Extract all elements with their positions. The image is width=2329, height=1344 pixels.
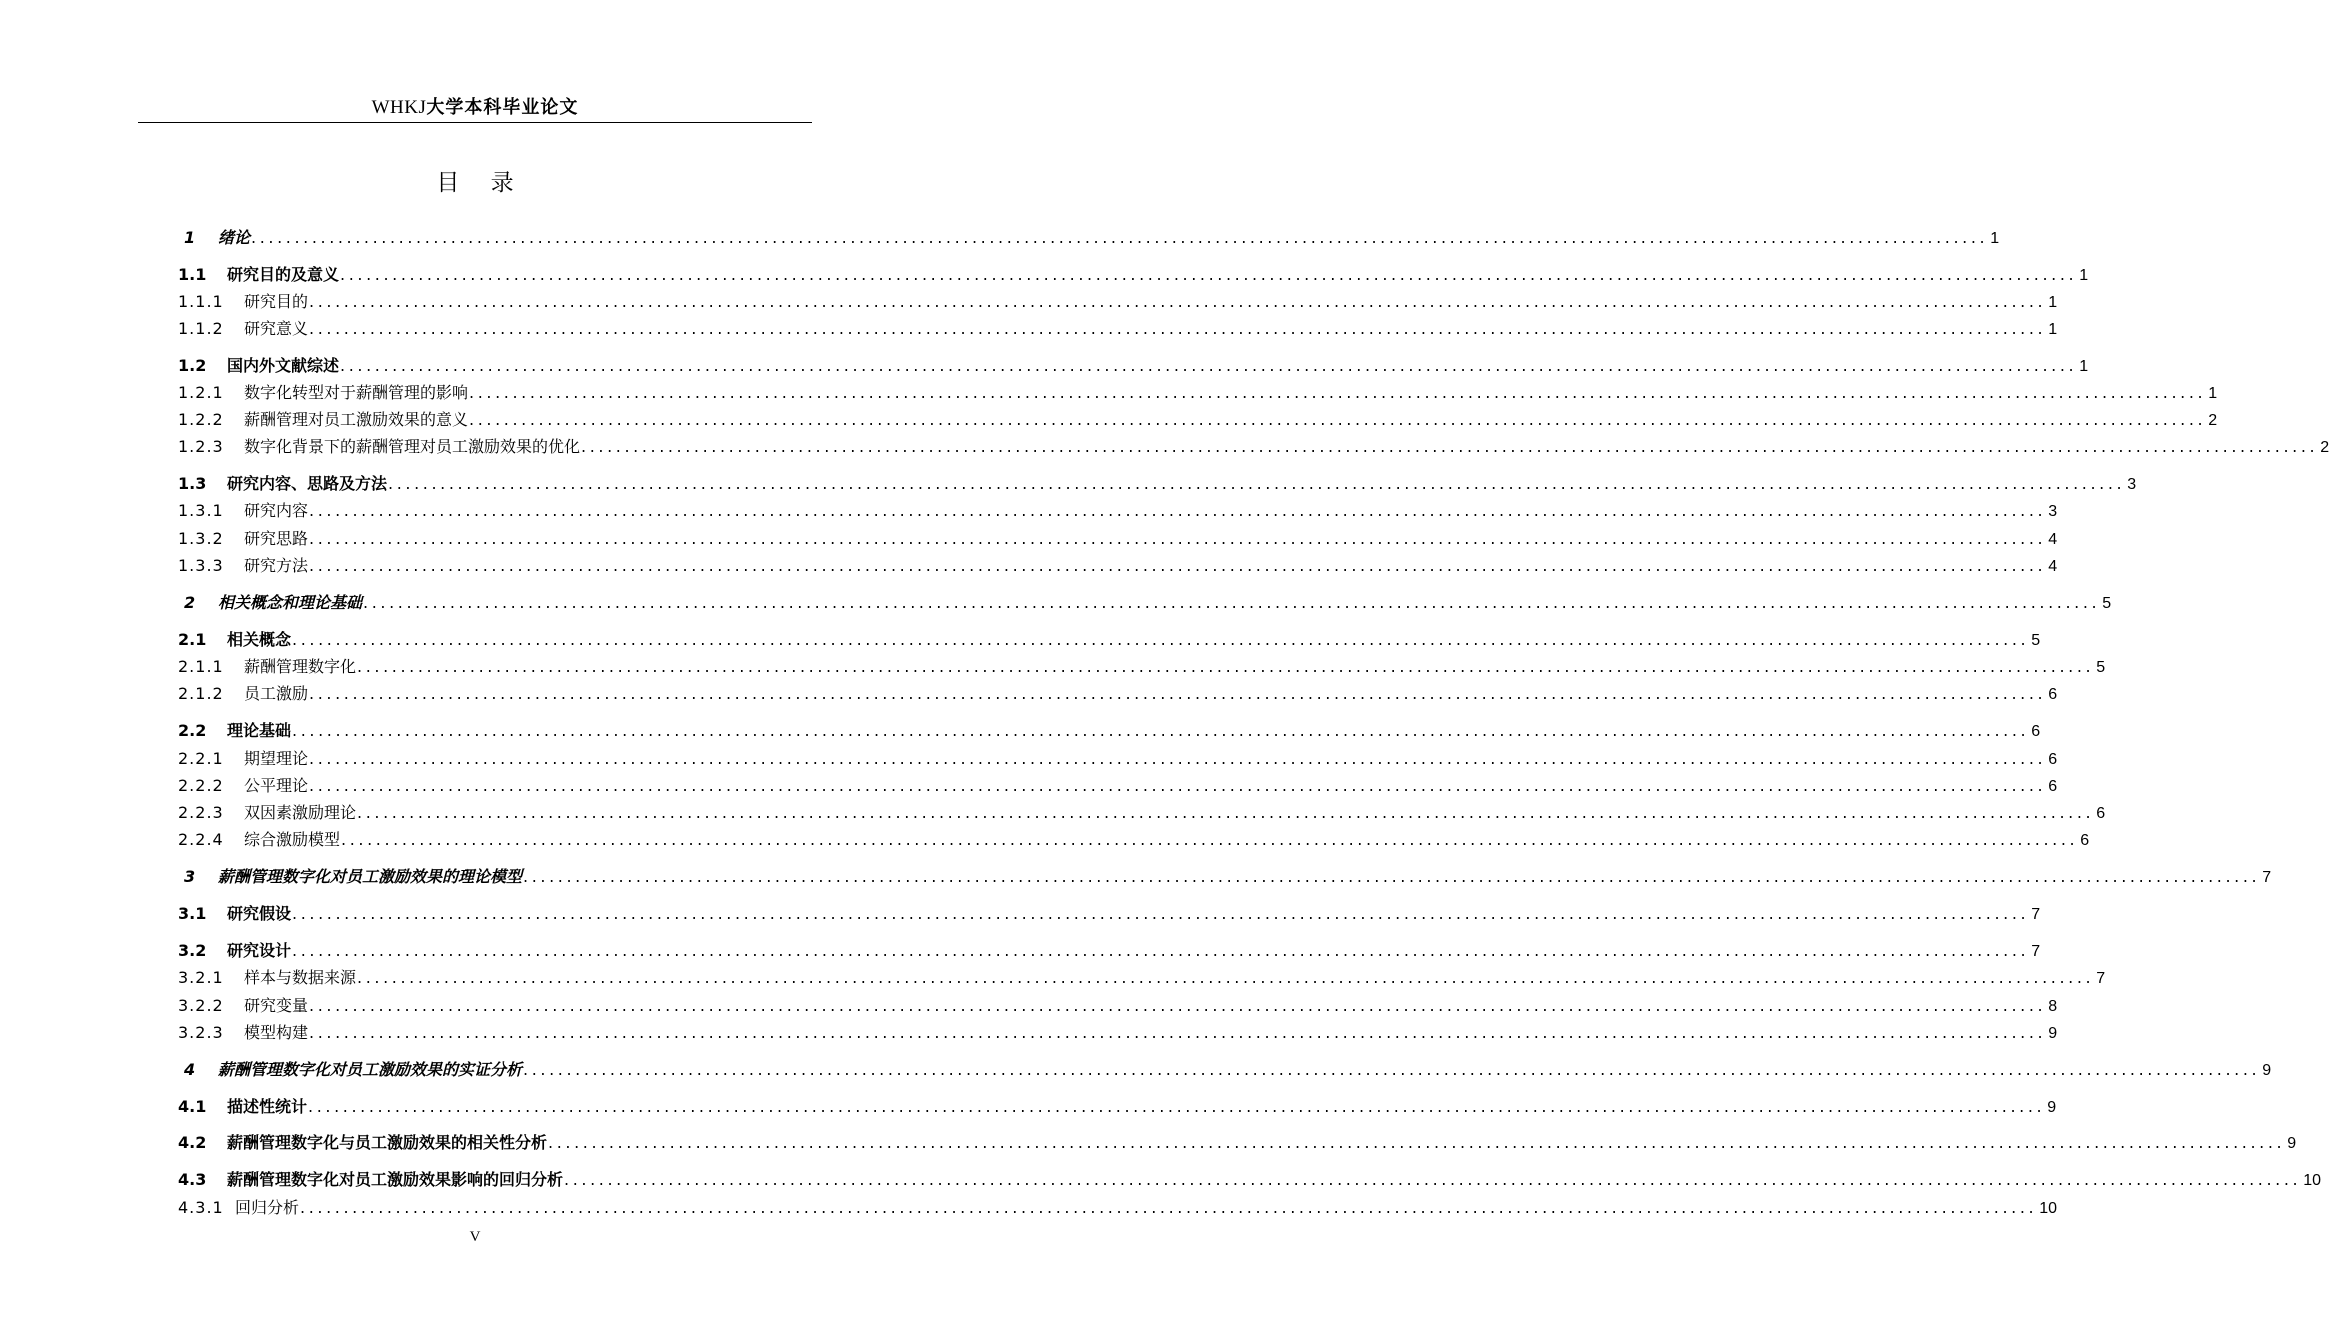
toc-entry[interactable] <box>178 938 2041 964</box>
toc-entry-title: 薪酬管理数字化与员工激励效果的相关性分析 <box>227 1133 548 1152</box>
toc-entry-page: 3 <box>2048 503 2058 520</box>
toc-entry-title: 国内外文献综述 <box>227 356 340 375</box>
toc-entry-page: 1 <box>2048 294 2058 311</box>
dot-leader: ........................................................................................................................................................................................................ <box>357 657 2095 676</box>
dot-leader: ........................................................................................................................................................................................................ <box>292 904 2030 923</box>
dot-leader: ........................................................................................................................................................................................................ <box>357 803 2095 822</box>
dot-leader: ........................................................................................................................................................................................................ <box>309 529 2047 548</box>
toc-entry-title: 研究意义 <box>244 319 309 338</box>
toc-entry[interactable] <box>178 1130 2297 1156</box>
toc-entry-number: 2 <box>184 593 196 612</box>
toc-entry-title: 双因素激励理论 <box>244 803 357 822</box>
toc-entry-number: 4.2 <box>178 1133 207 1152</box>
toc-entry[interactable] <box>178 681 2058 707</box>
toc-entry-page: 6 <box>2048 778 2058 795</box>
toc-entry-page: 4 <box>2048 531 2058 548</box>
dot-leader: ........................................................................................................................................................................................................ <box>309 556 2047 575</box>
toc-entry-page: 9 <box>2048 1025 2058 1042</box>
toc-entry-number: 2.2.1 <box>178 749 224 768</box>
toc-entry-page: 9 <box>2047 1099 2057 1116</box>
dot-leader: ........................................................................................................................................................................................................ <box>357 968 2095 987</box>
toc-entry-number: 2.2 <box>178 721 207 740</box>
running-header <box>138 94 812 122</box>
toc-entry-page: 9 <box>2287 1135 2297 1152</box>
toc-entry-number: 1.1 <box>178 265 207 284</box>
dot-leader: ........................................................................................................................................................................................................ <box>340 265 2078 284</box>
toc-entry[interactable] <box>178 718 2041 744</box>
toc-entry-title: 样本与数据来源 <box>244 968 357 987</box>
toc-entry-page: 1 <box>2048 321 2058 338</box>
toc-entry[interactable] <box>178 627 2041 653</box>
toc-entry-title: 相关概念 <box>227 630 292 649</box>
dot-leader: ........................................................................................................................................................................................................ <box>309 319 2047 338</box>
toc-entry-page: 7 <box>2031 943 2041 960</box>
toc-entry-number: 1.3.2 <box>178 529 224 548</box>
toc-entry-page: 6 <box>2080 832 2090 849</box>
toc-entry-title: 研究设计 <box>227 941 292 960</box>
toc-entry[interactable] <box>178 471 2137 497</box>
toc-entry-page: 5 <box>2102 595 2112 612</box>
toc-entry[interactable] <box>178 800 2106 826</box>
toc-entry-title: 回归分析 <box>235 1198 300 1217</box>
toc-entry[interactable] <box>178 353 2089 379</box>
toc-entry-number: 1.2.3 <box>178 437 224 456</box>
toc-entry-number: 2.1 <box>178 630 207 649</box>
toc-entry-title: 薪酬管理数字化对员工激励效果影响的回归分析 <box>227 1170 564 1189</box>
dot-leader: ........................................................................................................................................................................................................ <box>300 1198 2038 1217</box>
toc-entry-title: 描述性统计 <box>227 1097 308 1116</box>
dot-leader: ........................................................................................................................................................................................................ <box>548 1133 2286 1152</box>
dot-leader: ........................................................................................................................................................................................................ <box>292 630 2030 649</box>
toc-entry-page: 5 <box>2031 632 2041 649</box>
toc-entry-title: 公平理论 <box>244 776 309 795</box>
toc-entry-page: 3 <box>2127 476 2137 493</box>
toc-entry[interactable] <box>178 526 2058 552</box>
toc-entry-page: 7 <box>2031 906 2041 923</box>
toc-entry-title: 薪酬管理数字化对员工激励效果的实证分析 <box>218 1060 523 1079</box>
toc-entry[interactable] <box>178 1057 2272 1083</box>
toc-entry-number: 3.2 <box>178 941 207 960</box>
dot-leader: ........................................................................................................................................................................................................ <box>340 356 2078 375</box>
toc-entry-page: 8 <box>2048 998 2058 1015</box>
toc-entry-page: 7 <box>2262 869 2272 886</box>
toc-entry-title: 研究假设 <box>227 904 292 923</box>
dot-leader: ........................................................................................................................................................................................................ <box>523 867 2261 886</box>
dot-leader: ........................................................................................................................................................................................................ <box>388 474 2126 493</box>
toc-entry-page: 5 <box>2096 659 2106 676</box>
toc-entry[interactable] <box>178 590 2112 616</box>
toc-entry-title: 研究内容、思路及方法 <box>227 474 388 493</box>
toc-entry[interactable] <box>178 262 2089 288</box>
toc-entry-title: 员工激励 <box>244 684 309 703</box>
toc-entry-number: 1.3 <box>178 474 207 493</box>
toc-entry-number: 2.2.3 <box>178 803 224 822</box>
toc-entry-number: 1.3.3 <box>178 556 224 575</box>
toc-entry[interactable] <box>178 434 2329 460</box>
toc-entry[interactable] <box>178 289 2058 315</box>
toc-entry-title: 薪酬管理对员工激励效果的意义 <box>244 410 469 429</box>
dot-leader: ........................................................................................................................................................................................................ <box>309 684 2047 703</box>
toc-entry[interactable] <box>178 901 2041 927</box>
header-title: 大学本科毕业论文 <box>426 97 579 118</box>
toc-entry-number: 1.2.1 <box>178 383 224 402</box>
toc-entry-page: 1 <box>2079 358 2089 375</box>
toc-entry[interactable] <box>178 993 2058 1019</box>
toc-entry-title: 期望理论 <box>244 749 309 768</box>
toc-entry-number: 1.2 <box>178 356 207 375</box>
dot-leader: ........................................................................................................................................................................................................ <box>469 383 2207 402</box>
toc-entry-number: 1.3.1 <box>178 501 224 520</box>
toc-entry-title: 薪酬管理数字化对员工激励效果的理论模型 <box>218 867 523 886</box>
toc-entry-title: 综合激励模型 <box>244 830 341 849</box>
toc-entry-page: 1 <box>2208 385 2218 402</box>
dot-leader: ........................................................................................................................................................................................................ <box>309 996 2047 1015</box>
toc-entry-number: 3.2.1 <box>178 968 224 987</box>
dot-leader: ........................................................................................................................................................................................................ <box>309 749 2047 768</box>
toc-entry[interactable] <box>178 1020 2058 1046</box>
toc-entry-page: 2 <box>2208 412 2218 429</box>
dot-leader: ........................................................................................................................................................................................................ <box>581 437 2319 456</box>
toc-entry-number: 2.1.2 <box>178 684 224 703</box>
toc-entry-number: 2.1.1 <box>178 657 224 676</box>
toc-entry-page: 6 <box>2096 805 2106 822</box>
dot-leader: ........................................................................................................................................................................................................ <box>309 776 2047 795</box>
toc-entry[interactable] <box>178 654 2106 680</box>
toc-entry-title: 理论基础 <box>227 721 292 740</box>
toc-entry-number: 3.1 <box>178 904 207 923</box>
toc-entry-page: 6 <box>2048 751 2058 768</box>
dot-leader: ........................................................................................................................................................................................................ <box>469 410 2207 429</box>
toc-entry-page: 7 <box>2096 970 2106 987</box>
toc-entry-title: 研究变量 <box>244 996 309 1015</box>
toc-entry-number: 2.2.4 <box>178 830 224 849</box>
toc-entry[interactable] <box>178 553 2058 579</box>
page-number: V <box>469 1229 481 1245</box>
toc-entry[interactable] <box>178 1094 2057 1120</box>
dot-leader: ........................................................................................................................................................................................................ <box>292 721 2030 740</box>
toc-entry[interactable] <box>178 864 2272 890</box>
header-rule <box>138 122 812 123</box>
toc-entry-title: 数字化转型对于薪酬管理的影响 <box>244 383 469 402</box>
toc-entry-title: 相关概念和理论基础 <box>218 593 363 612</box>
toc-entry-title: 绪论 <box>218 228 251 247</box>
dot-leader: ........................................................................................................................................................................................................ <box>523 1060 2261 1079</box>
dot-leader: ........................................................................................................................................................................................................ <box>309 1023 2047 1042</box>
toc-entry-number: 4 <box>184 1060 196 1079</box>
toc-entry-page: 4 <box>2048 558 2058 575</box>
toc-entry-number: 2.2.2 <box>178 776 224 795</box>
toc-entry-page: 10 <box>2039 1200 2057 1217</box>
dot-leader: ........................................................................................................................................................................................................ <box>363 593 2101 612</box>
toc-entry-title: 研究方法 <box>244 556 309 575</box>
toc-entry[interactable] <box>178 1167 2321 1193</box>
toc-title: 目 录 <box>436 170 526 196</box>
toc-entry-number: 3.2.3 <box>178 1023 224 1042</box>
toc-entry-page: 2 <box>2320 439 2329 456</box>
toc-entry-number: 3 <box>184 867 196 886</box>
toc-entry-page: 10 <box>2303 1172 2321 1189</box>
toc-entry-title: 研究目的及意义 <box>227 265 340 284</box>
dot-leader: ........................................................................................................................................................................................................ <box>308 1097 2046 1116</box>
toc-entry[interactable] <box>178 498 2058 524</box>
dot-leader: ........................................................................................................................................................................................................ <box>309 292 2047 311</box>
toc-entry-number: 1 <box>184 228 196 247</box>
toc-entry[interactable] <box>178 316 2058 342</box>
toc-entry-number: 4.3 <box>178 1170 207 1189</box>
toc-entry-title: 研究目的 <box>244 292 309 311</box>
toc-entry[interactable] <box>178 746 2058 772</box>
toc-entry-number: 4.3.1 <box>178 1198 224 1217</box>
toc-entry[interactable] <box>178 1195 2057 1221</box>
toc-entry-title: 研究内容 <box>244 501 309 520</box>
toc-entry-title: 薪酬管理数字化 <box>244 657 357 676</box>
toc-entry[interactable] <box>178 225 2000 251</box>
toc-entry-page: 1 <box>1990 230 2000 247</box>
dot-leader: ........................................................................................................................................................................................................ <box>251 228 1989 247</box>
toc-entry-number: 3.2.2 <box>178 996 224 1015</box>
toc-entry[interactable] <box>178 827 2090 853</box>
toc-entry-title: 模型构建 <box>244 1023 309 1042</box>
dot-leader: ........................................................................................................................................................................................................ <box>564 1170 2302 1189</box>
toc-entry-number: 4.1 <box>178 1097 207 1116</box>
dot-leader: ........................................................................................................................................................................................................ <box>309 501 2047 520</box>
toc-entry[interactable] <box>178 773 2058 799</box>
toc-entry-number: 1.1.2 <box>178 319 224 338</box>
toc-entry-page: 9 <box>2262 1062 2272 1079</box>
toc-entry-page: 6 <box>2031 723 2041 740</box>
dot-leader: ........................................................................................................................................................................................................ <box>292 941 2030 960</box>
toc-entry[interactable] <box>178 965 2106 991</box>
toc-entry-title: 研究思路 <box>244 529 309 548</box>
toc-entry-page: 6 <box>2048 686 2058 703</box>
toc-entry-title: 数字化背景下的薪酬管理对员工激励效果的优化 <box>244 437 581 456</box>
toc-entry-number: 1.1.1 <box>178 292 224 311</box>
dot-leader: ........................................................................................................................................................................................................ <box>341 830 2079 849</box>
toc-entry[interactable] <box>178 407 2218 433</box>
toc-entry-number: 1.2.2 <box>178 410 224 429</box>
toc-entry-page: 1 <box>2079 267 2089 284</box>
header-prefix: WHKJ <box>371 97 427 118</box>
toc-entry[interactable] <box>178 380 2218 406</box>
